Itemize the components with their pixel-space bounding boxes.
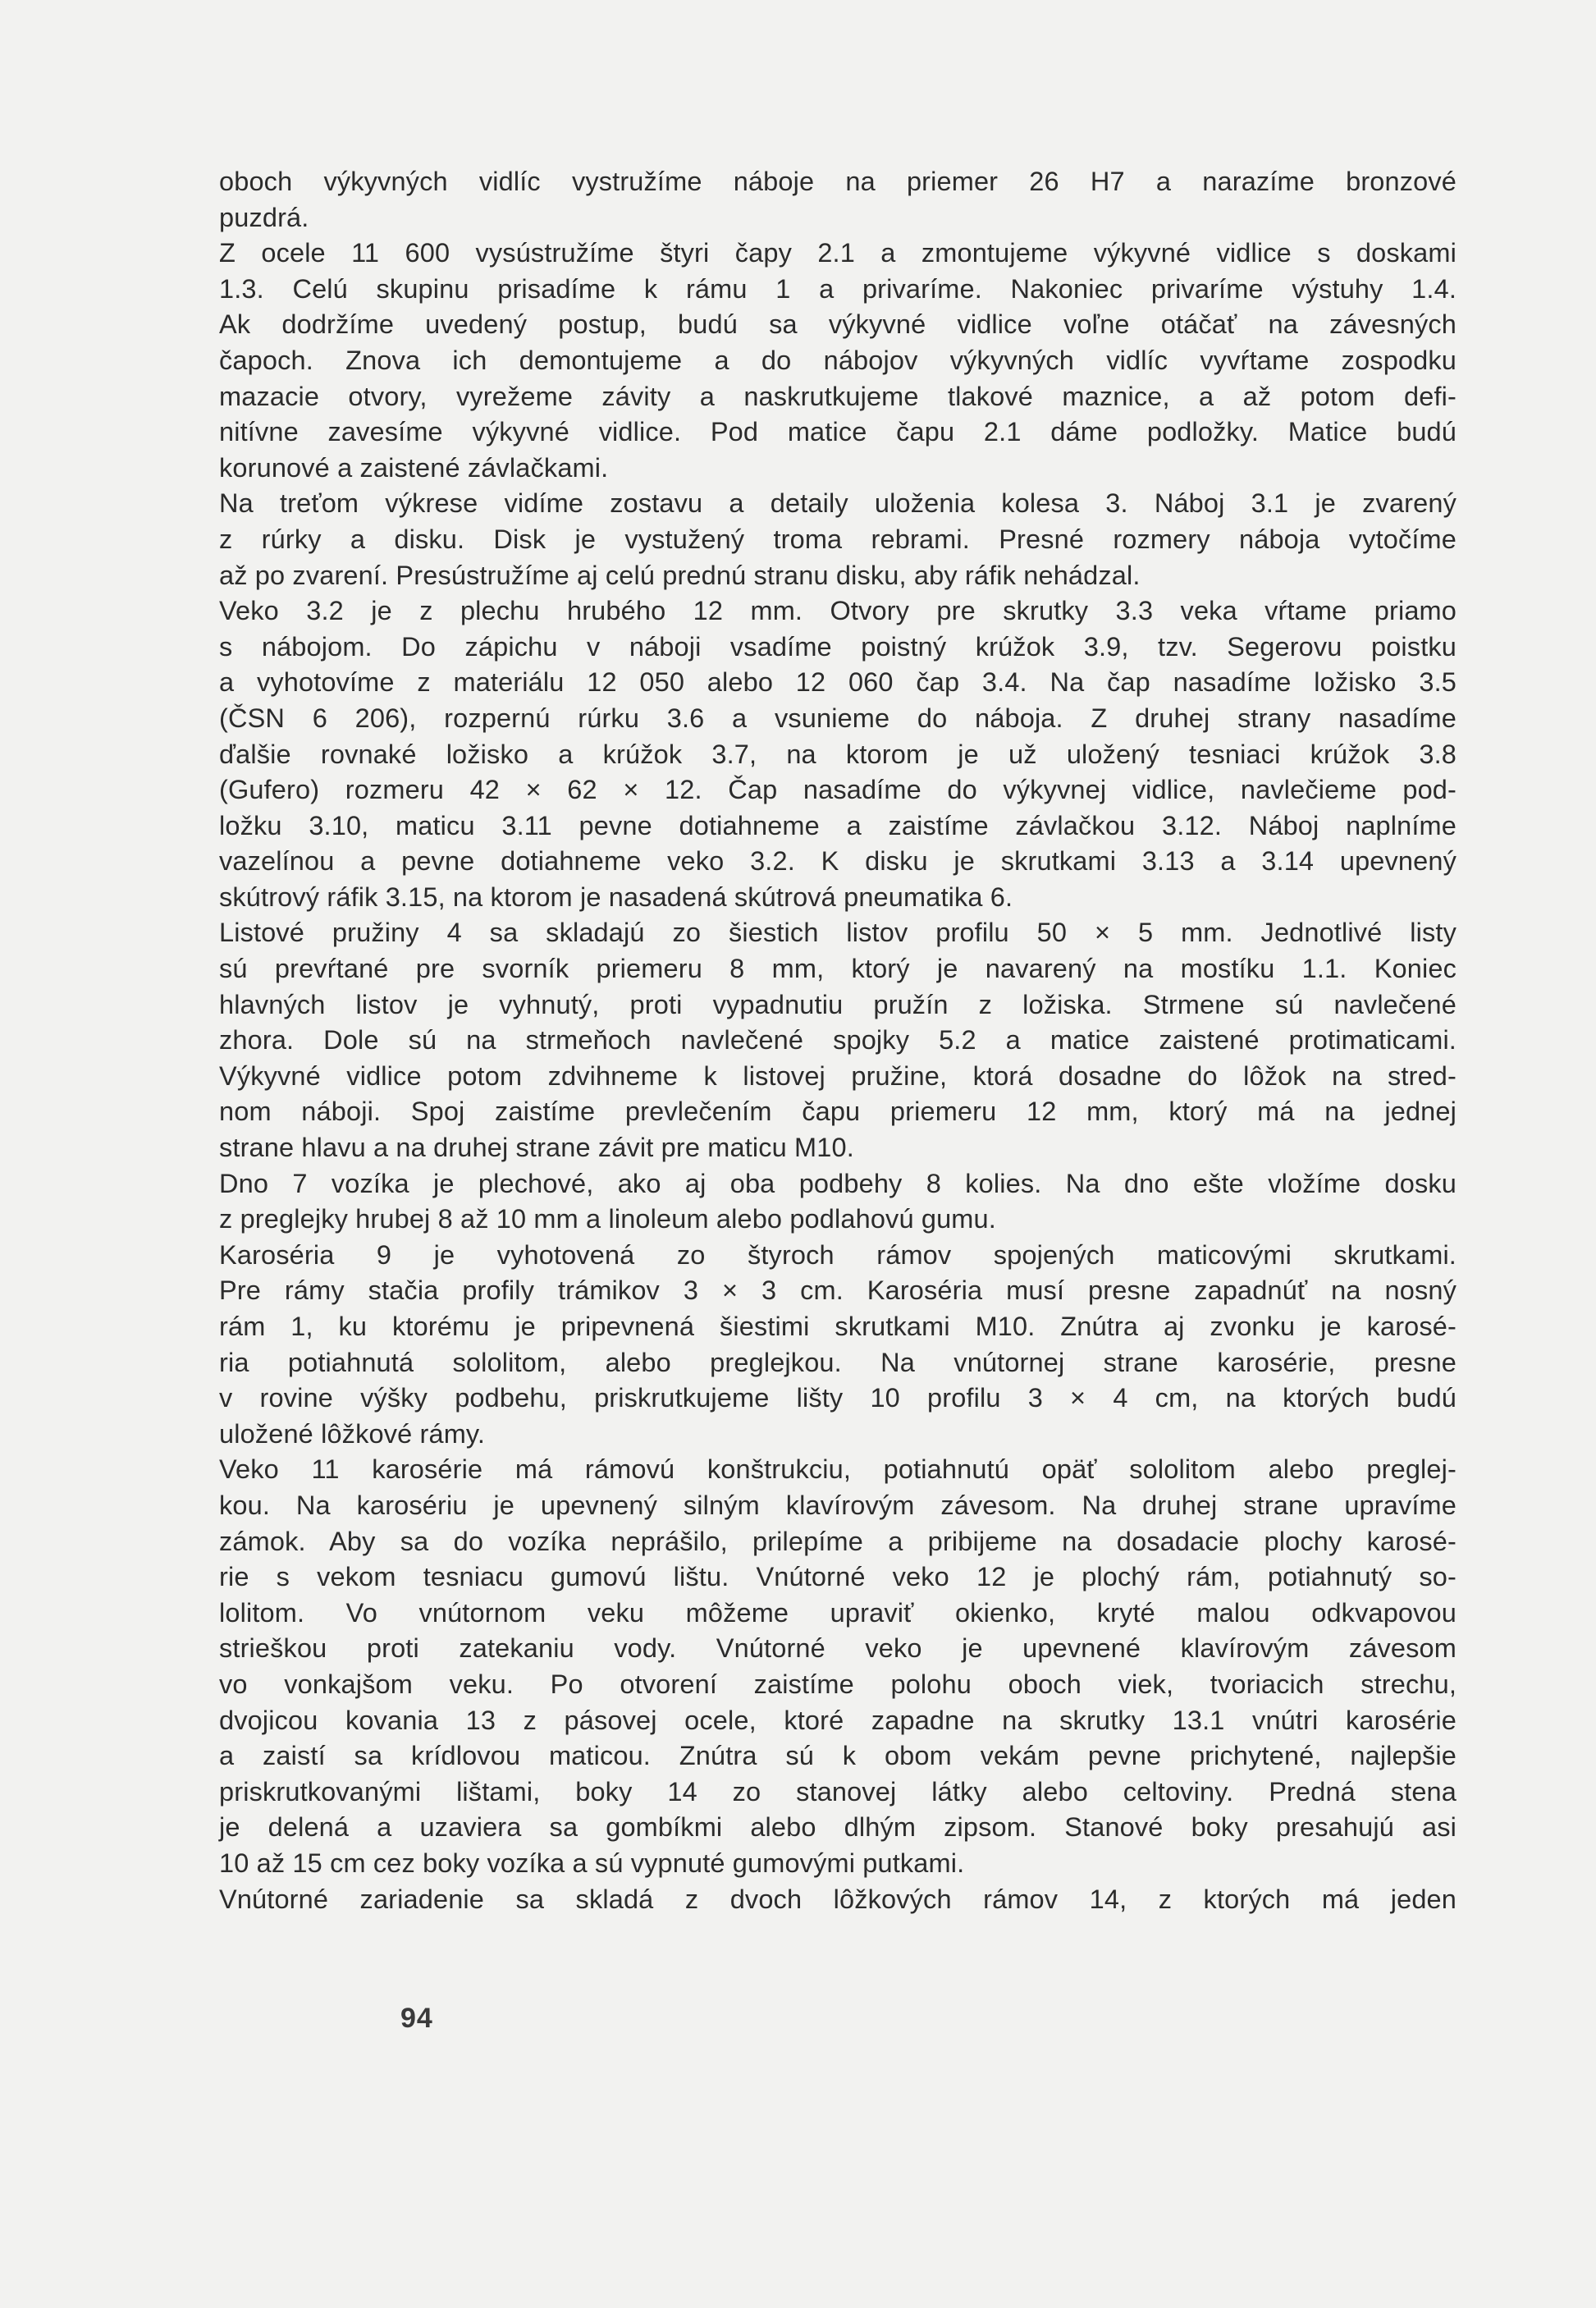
- text-line: vo vonkajšom veku. Po otvorení zaistíme polohu oboch viek, tvoriacich strechu,: [219, 1669, 1457, 1699]
- body-text: [219, 164, 1457, 1917]
- text-line: v rovine výšky podbehu, priskrutkujeme lišty 10 profilu 3 × 4 cm, na ktorých budú: [219, 1383, 1457, 1413]
- text-line: a vyhotovíme z materiálu 12 050 alebo 12 060 čap 3.4. Na čap nasadíme ložisko 3.5: [219, 667, 1457, 698]
- text-line: Výkyvné vidlice potom zdvihneme k listovej pružine, ktorá dosadne do lôžok na stred-: [219, 1060, 1457, 1091]
- text-line: (Gufero) rozmeru 42 × 62 × 12. Čap nasadíme do výkyvnej vidlice, navlečieme pod-: [219, 775, 1457, 805]
- text-line: čapoch. Znova ich demontujeme a do nábojov výkyvných vidlíc vyvŕtame zospodku: [219, 345, 1457, 375]
- text-line: oboch výkyvných vidlíc vystružíme náboje na priemer 26 H7 a narazíme bronzové: [219, 167, 1457, 196]
- text-line: puzdrá.: [219, 202, 309, 232]
- text-line: zhora. Dole sú na strmeňoch navlečené spojky 5.2 a matice zaistené protimaticami.: [219, 1025, 1457, 1056]
- text-line: 1.3. Celú skupinu prisadíme k rámu 1 a privaríme. Nakoniec privaríme výstuhy 1.4.: [219, 273, 1457, 304]
- text-line: korunové a zaistené závlačkami.: [219, 452, 609, 483]
- text-line: Dno 7 vozíka je plechové, ako aj oba podbehy 8 kolies. Na dno ešte vložíme dosku: [219, 1168, 1457, 1198]
- text-line: ria potiahnutá sololitom, alebo preglejkou. Na vnútornej strane karosérie, presne: [219, 1347, 1457, 1377]
- text-line: ložku 3.10, maticu 3.11 pevne dotiahneme a zaistíme závlačkou 3.12. Náboj naplníme: [219, 810, 1457, 840]
- text-line: Veko 11 karosérie má rámovú konštrukciu, potiahnutú opäť sololitom alebo preglej-: [219, 1454, 1457, 1485]
- text-line: vazelínou a pevne dotiahneme veko 3.2. K disku je skrutkami 3.13 a 3.14 upevnený: [219, 846, 1457, 877]
- text-line: až po zvarení. Presústružíme aj celú prednú stranu disku, aby ráfik nehádzal.: [219, 560, 1141, 590]
- text-line: kou. Na karosériu je upevnený silným klavírovým závesom. Na druhej strane upravíme: [219, 1490, 1457, 1520]
- text-line: mazacie otvory, vyrežeme závity a naskrutkujeme tlakové maznice, a až potom defi-: [219, 381, 1457, 411]
- text-line: Ak dodržíme uvedený postup, budú sa výkyvné vidlice voľne otáčať na závesných: [219, 309, 1457, 340]
- text-line: uložené lôžkové rámy.: [219, 1418, 486, 1449]
- text-line: s nábojom. Do zápichu v náboji vsadíme poistný krúžok 3.9, tzv. Segerovu poistku: [219, 631, 1457, 662]
- text-line: strieškou proti zatekaniu vody. Vnútorné veko je upevnené klavírovým závesom: [219, 1633, 1457, 1664]
- text-line: 10 až 15 cm cez boky vozíka a sú vypnuté gumovými putkami.: [219, 1848, 965, 1878]
- text-line: strane hlavu a na druhej strane závit pre maticu M10.: [219, 1133, 854, 1163]
- text-line: Veko 3.2 je z plechu hrubého 12 mm. Otvory pre skrutky 3.3 veka vŕtame priamo: [219, 596, 1457, 626]
- text-line: a zaistí sa krídlovou maticou. Znútra sú k obom vekám pevne prichytené, najlepšie: [219, 1741, 1457, 1771]
- text-line: rám 1, ku ktorému je pripevnená šiestimi skrutkami M10. Znútra aj zvonku je karosé-: [219, 1312, 1457, 1341]
- text-line: Vnútorné zariadenie sa skladá z dvoch lôžkových rámov 14, z ktorých má jeden: [219, 1884, 1457, 1914]
- text-line: lolitom. Vo vnútornom veku môžeme upraviť okienko, kryté malou odkvapovou: [219, 1597, 1457, 1628]
- text-line: rie s vekom tesniacu gumovú lištu. Vnútorné veko 12 je plochý rám, potiahnutý so-: [219, 1562, 1457, 1592]
- text-line: nitívne zavesíme výkyvné vidlice. Pod matice čapu 2.1 dáme podložky. Matice budú: [219, 417, 1457, 447]
- text-line: sú prevŕtané pre svorník priemeru 8 mm, ktorý je navarený na mostíku 1.1. Koniec: [219, 954, 1457, 984]
- text-line: z preglejky hrubej 8 až 10 mm a linoleum alebo podlahovú gumu.: [219, 1204, 996, 1234]
- text-line: skútrový ráfik 3.15, na ktorom je nasadená skútrová pneumatika 6.: [219, 882, 1013, 912]
- text-line: zámok. Aby sa do vozíka neprášilo, prilepíme a pribijeme na dosadacie plochy karosé-: [219, 1526, 1457, 1556]
- text-line: Z ocele 11 600 vysústružíme štyri čapy 2.1 a zmontujeme výkyvné vidlice s doskami: [219, 238, 1457, 268]
- text-line: priskrutkovanými lištami, boky 14 zo stanovej látky alebo celtoviny. Predná stena: [219, 1776, 1457, 1807]
- text-line: ďalšie rovnaké ložisko a krúžok 3.7, na ktorom je už uložený tesniaci krúžok 3.8: [219, 739, 1457, 769]
- text-line: z rúrky a disku. Disk je vystužený troma rebrami. Presné rozmery náboja vytočíme: [219, 524, 1457, 554]
- text-line: nom náboji. Spoj zaistíme prevlečením čapu priemeru 12 mm, ktorý má na jednej: [219, 1097, 1457, 1127]
- text-line: Pre rámy stačia profily trámikov 3 × 3 cm. Karoséria musí presne zapadnúť na nosný: [219, 1275, 1457, 1306]
- page-number: 94: [400, 2003, 433, 2034]
- text-line: Na treťom výkrese vidíme zostavu a detaily uloženia kolesa 3. Náboj 3.1 je zvarený: [219, 488, 1457, 519]
- text-line: hlavných listov je vyhnutý, proti vypadnutiu pružín z ložiska. Strmene sú navlečené: [219, 989, 1457, 1019]
- text-line: je delená a uzaviera sa gombíkmi alebo dlhým zipsom. Stanové boky presahujú asi: [219, 1812, 1457, 1843]
- text-line: Karoséria 9 je vyhotovená zo štyroch rámov spojených maticovými skrutkami.: [219, 1239, 1457, 1270]
- text-line: (ČSN 6 206), rozpernú rúrku 3.6 a vsunieme do náboja. Z druhej strany nasadíme: [219, 703, 1457, 733]
- text-line: dvojicou kovania 13 z pásovej ocele, ktoré zapadne na skrutky 13.1 vnútri karosérie: [219, 1705, 1457, 1735]
- text-line: Listové pružiny 4 sa skladajú zo šiestich listov profilu 50 × 5 mm. Jednotlivé listy: [219, 918, 1457, 948]
